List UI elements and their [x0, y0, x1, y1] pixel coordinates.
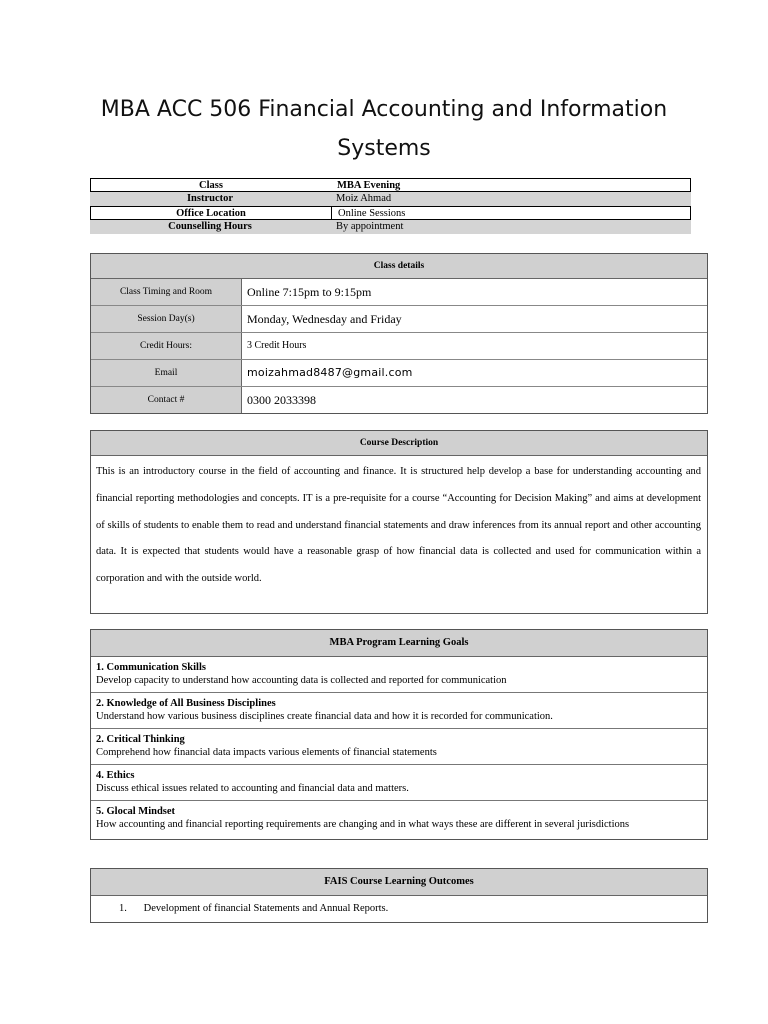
- info-value: MBA Evening: [337, 180, 401, 191]
- goal-text: How accounting and financial reporting requirements are changing and in what ways these are different in several jurisdictions: [96, 819, 630, 830]
- info-label: Office Location: [176, 208, 246, 219]
- title-line-2: Systems: [337, 136, 431, 161]
- details-value: Online 7:15pm to 9:15pm: [242, 279, 707, 305]
- program-goals-table: [90, 629, 708, 840]
- course-info-table: [90, 178, 691, 234]
- info-row-office: [90, 206, 691, 220]
- info-label: Counselling Hours: [168, 221, 252, 232]
- details-label: Session Day(s): [91, 306, 242, 332]
- details-row: [91, 333, 707, 360]
- goal-text: Understand how various business disciplines create financial data and how it is recorded for communication.: [96, 711, 553, 722]
- info-row-instructor: [90, 192, 691, 206]
- details-value: 3 Credit Hours: [242, 333, 707, 359]
- goal-title: 2. Critical Thinking: [96, 734, 185, 745]
- course-description-box: [90, 430, 708, 614]
- class-details-table: [90, 253, 708, 414]
- goal-item: [91, 729, 707, 765]
- class-details-heading: Class details: [91, 254, 707, 279]
- outcome-item: [91, 896, 707, 922]
- learning-outcomes-heading: FAIS Course Learning Outcomes: [91, 869, 707, 896]
- details-label: Contact #: [91, 387, 242, 413]
- details-label: Class Timing and Room: [91, 279, 242, 305]
- outcome-text: Development of financial Statements and Annual Reports.: [143, 903, 389, 914]
- details-row: [91, 306, 707, 333]
- details-row: [91, 360, 707, 387]
- info-value: Online Sessions: [331, 207, 690, 219]
- goal-text: Discuss ethical issues related to accounting and financial data and matters.: [96, 783, 409, 794]
- course-description-heading: Course Description: [91, 431, 707, 456]
- details-label: Email: [91, 360, 242, 386]
- goal-item: [91, 801, 707, 839]
- info-label: Class: [199, 180, 223, 191]
- goal-item: [91, 693, 707, 729]
- goal-title: 1. Communication Skills: [96, 662, 206, 673]
- outcome-number: 1.: [119, 903, 127, 914]
- goal-item: [91, 657, 707, 693]
- details-value: Monday, Wednesday and Friday: [242, 306, 707, 332]
- title-line-1: MBA ACC 506 Financial Accounting and Information: [100, 97, 668, 122]
- info-row-class: [90, 178, 691, 192]
- document-title: [60, 90, 708, 168]
- goal-item: [91, 765, 707, 801]
- course-description-text: This is an introductory course in the field of accounting and finance. It is structured help develop a base for understanding accounting and financial reporting methodologies and concepts. IT is a pre-requisite for a course “Accounting for Decision Making” and aims at development of skills of students to enable them to read and understand financial statements and draw inferences from its annual report and other accounting data. It is expected that students would have a reasonable grasp of how financial data is collected and used for communication within a corporation and with the outside world.: [96, 466, 701, 585]
- info-value: By appointment: [336, 221, 404, 232]
- goal-text: Comprehend how financial data impacts various elements of financial statements: [96, 747, 437, 758]
- info-value: Moiz Ahmad: [336, 193, 392, 204]
- learning-outcomes-table: [90, 868, 708, 923]
- info-row-counselling: [90, 220, 691, 234]
- goal-title: 4. Ethics: [96, 770, 135, 781]
- goal-title: 5. Glocal Mindset: [96, 806, 176, 817]
- goal-text: Develop capacity to understand how accounting data is collected and reported for communication: [96, 675, 507, 686]
- info-label: Instructor: [186, 193, 234, 204]
- details-row: [91, 387, 707, 413]
- email-value: moizahmad8487@gmail.com: [242, 360, 707, 386]
- details-label: Credit Hours:: [91, 333, 242, 359]
- contact-value: 0300 2033398: [242, 387, 707, 413]
- goal-title: 2. Knowledge of All Business Disciplines: [96, 698, 276, 709]
- program-goals-heading: MBA Program Learning Goals: [91, 630, 707, 657]
- details-row: [91, 279, 707, 306]
